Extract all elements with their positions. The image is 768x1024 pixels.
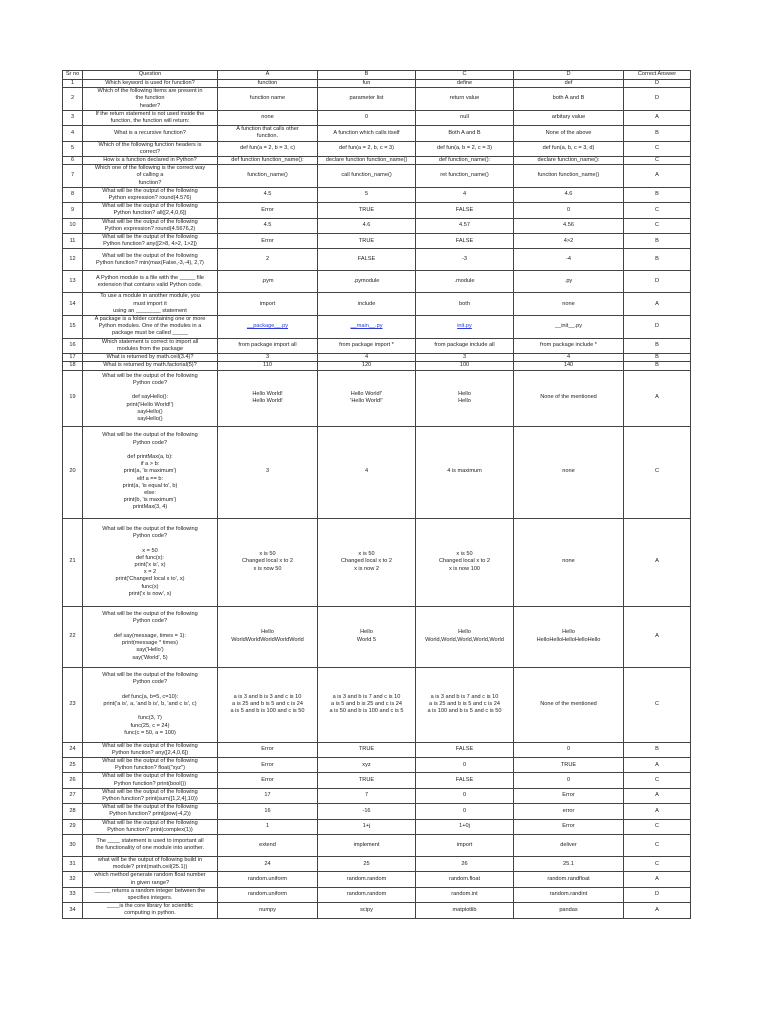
option-a-cell: function	[218, 80, 318, 88]
sr-no-cell: 25	[63, 757, 83, 772]
table-row	[63, 742, 691, 757]
correct-answer-cell: D	[624, 80, 691, 88]
option-b-cell: fun	[318, 80, 416, 88]
option-c-cell: FALSE	[416, 773, 514, 788]
sr-no-cell: 26	[63, 773, 83, 788]
option-c-cell: return value	[416, 88, 514, 111]
option-b-cell: -16	[318, 804, 416, 819]
option-d-cell: none	[514, 293, 624, 316]
sr-no-cell: 14	[63, 293, 83, 316]
table-row	[63, 426, 691, 518]
sr-no-cell: 1	[63, 80, 83, 88]
option-c-cell: FALSE	[416, 742, 514, 757]
sr-no-cell: 21	[63, 518, 83, 606]
option-b-cell: 7	[318, 788, 416, 803]
table-row	[63, 819, 691, 834]
option-c-cell: Both A and B	[416, 126, 514, 141]
sr-no-cell: 2	[63, 88, 83, 111]
sr-no-cell: 20	[63, 426, 83, 518]
table-row	[63, 518, 691, 606]
option-b-cell: TRUE	[318, 773, 416, 788]
option-d-cell: arbitary value	[514, 110, 624, 125]
table-row	[63, 110, 691, 125]
option-b-cell: FALSE	[318, 249, 416, 271]
table-row	[63, 249, 691, 271]
option-c-cell: import	[416, 834, 514, 856]
table-row	[63, 887, 691, 902]
table-row	[63, 88, 691, 111]
sr-no-cell: 34	[63, 903, 83, 918]
sr-no-cell: 5	[63, 141, 83, 156]
option-a-cell: Error	[218, 773, 318, 788]
question-cell: What will be the output of the following Python function? print(bool())	[83, 773, 218, 788]
option-b-cell: declare function function_name()	[318, 157, 416, 165]
correct-answer-cell: A	[624, 757, 691, 772]
option-a-cell: Error	[218, 742, 318, 757]
question-cell: A Python module is a file with the _____ file extension that contains valid Python code.	[83, 271, 218, 293]
table-row	[63, 872, 691, 887]
option-d-cell: deliver	[514, 834, 624, 856]
option-b-cell: xyz	[318, 757, 416, 772]
question-cell: what will be the output of following build in module? print(math.ceil(25.1))	[83, 856, 218, 871]
option-a-cell: 24	[218, 856, 318, 871]
question-cell: How is a function declared in Python?	[83, 157, 218, 165]
option-b-cell: 25	[318, 856, 416, 871]
option-b-cell: call function_name()	[318, 165, 416, 188]
option-a-cell: Hello World! Hello World!	[218, 370, 318, 426]
option-c-cell: a is 3 and b is 7 and c is 10 a is 25 and b is 5 and c is 24 a is 100 and b is 5 and c is 50	[416, 667, 514, 742]
option-b-cell: TRUE	[318, 234, 416, 249]
option-c-cell: random.float	[416, 872, 514, 887]
correct-answer-cell: D	[624, 316, 691, 339]
option-d-cell: 0	[514, 203, 624, 218]
option-d-cell: None of the mentioned	[514, 370, 624, 426]
option-a-cell: extend	[218, 834, 318, 856]
option-b-link[interactable]: __main__.py	[318, 316, 416, 339]
question-cell: What will be the output of the following Python function? print(pow(-4,2))	[83, 804, 218, 819]
option-a-cell: 17	[218, 788, 318, 803]
table-row	[63, 757, 691, 772]
option-b-cell: .pymodule	[318, 271, 416, 293]
sr-no-cell: 24	[63, 742, 83, 757]
sr-no-cell: 7	[63, 165, 83, 188]
correct-answer-cell: C	[624, 426, 691, 518]
sr-no-cell: 4	[63, 126, 83, 141]
option-b-cell: x is 50 Changed local x to 2 x is now 2	[318, 518, 416, 606]
option-a-cell: 4.5	[218, 187, 318, 202]
question-cell: What is returned by math.factorial(5)?	[83, 362, 218, 370]
option-c-cell: .module	[416, 271, 514, 293]
option-d-cell: .py	[514, 271, 624, 293]
correct-answer-cell: B	[624, 187, 691, 202]
correct-answer-cell: A	[624, 606, 691, 667]
header-row	[63, 71, 691, 80]
option-c-cell: 0	[416, 757, 514, 772]
correct-answer-cell: D	[624, 887, 691, 902]
header-option-d: D	[514, 71, 624, 80]
option-b-cell: Hello World 5	[318, 606, 416, 667]
table-row	[63, 354, 691, 362]
question-cell: which method generate random float number in given range?	[83, 872, 218, 887]
option-c-link[interactable]: init.py	[416, 316, 514, 339]
option-c-cell: 4	[416, 187, 514, 202]
option-b-cell: A function which calls itself	[318, 126, 416, 141]
option-a-cell: Hello WorldWorldWorldWorldWorld	[218, 606, 318, 667]
option-a-cell: function name	[218, 88, 318, 111]
sr-no-cell: 12	[63, 249, 83, 271]
option-d-cell: none	[514, 518, 624, 606]
option-c-cell: ret function_name()	[416, 165, 514, 188]
option-d-cell: -4	[514, 249, 624, 271]
header-option-a: A	[218, 71, 318, 80]
option-d-cell: error	[514, 804, 624, 819]
option-d-cell: random.randint	[514, 887, 624, 902]
option-d-cell: Error	[514, 788, 624, 803]
table-row	[63, 362, 691, 370]
option-d-cell: __init__.py	[514, 316, 624, 339]
question-cell: The ____ statement is used to important all the functionality of one module into another.	[83, 834, 218, 856]
question-cell: What will be the output of the following Python code? def func(a, b=5, c=10): print('a is', a, 'and b is', b, 'and c is', c) func(3, 7) func(25, c = 24) func(c = 50, a = 100)	[83, 667, 218, 742]
option-a-cell: x is 50 Changed local x to 2 x is now 50	[218, 518, 318, 606]
option-d-cell: 4>2	[514, 234, 624, 249]
sr-no-cell: 16	[63, 338, 83, 353]
header-option-b: B	[318, 71, 416, 80]
option-b-cell: from package import *	[318, 338, 416, 353]
option-a-cell: from package import all	[218, 338, 318, 353]
option-d-cell: Hello HelloHelloHelloHelloHello	[514, 606, 624, 667]
option-a-cell: none	[218, 110, 318, 125]
table-row	[63, 370, 691, 426]
header-option-c: C	[416, 71, 514, 80]
correct-answer-cell: B	[624, 126, 691, 141]
question-cell: What will be the output of the following Python expression? round(4.576)	[83, 187, 218, 202]
table-body	[63, 80, 691, 919]
option-d-cell: none	[514, 426, 624, 518]
option-d-cell: None of the above	[514, 126, 624, 141]
option-b-cell: scipy	[318, 903, 416, 918]
correct-answer-cell: C	[624, 819, 691, 834]
question-cell: What will be the output of the following Python function? any([2,4,0,6])	[83, 742, 218, 757]
correct-answer-cell: A	[624, 872, 691, 887]
question-cell: Which keyword is used for function?	[83, 80, 218, 88]
option-b-cell: parameter list	[318, 88, 416, 111]
correct-answer-cell: A	[624, 110, 691, 125]
table-row	[63, 218, 691, 233]
option-b-cell: 4	[318, 426, 416, 518]
option-d-cell: 0	[514, 742, 624, 757]
table-row	[63, 80, 691, 88]
option-c-cell: 4 is maximum	[416, 426, 514, 518]
sr-no-cell: 11	[63, 234, 83, 249]
question-cell: What is returned by math.ceil(3.4)?	[83, 354, 218, 362]
correct-answer-cell: D	[624, 271, 691, 293]
option-a-cell: random.uniform	[218, 887, 318, 902]
correct-answer-cell: A	[624, 903, 691, 918]
sr-no-cell: 33	[63, 887, 83, 902]
option-c-cell: 100	[416, 362, 514, 370]
correct-answer-cell: C	[624, 218, 691, 233]
option-a-cell: 110	[218, 362, 318, 370]
option-d-cell: def fun(a, b, c = 3, d)	[514, 141, 624, 156]
option-b-cell: include	[318, 293, 416, 316]
option-a-cell: Error	[218, 203, 318, 218]
option-d-cell: 25.1	[514, 856, 624, 871]
option-c-cell: random.int	[416, 887, 514, 902]
question-cell: What will be the output of the following Python code? def sayHello(): print('Hello World!') sayHello() sayHello()	[83, 370, 218, 426]
table-row	[63, 856, 691, 871]
option-a-cell: numpy	[218, 903, 318, 918]
correct-answer-cell: A	[624, 293, 691, 316]
option-a-cell: 3	[218, 354, 318, 362]
correct-answer-cell: B	[624, 742, 691, 757]
sr-no-cell: 19	[63, 370, 83, 426]
table-row	[63, 165, 691, 188]
correct-answer-cell: C	[624, 157, 691, 165]
correct-answer-cell: B	[624, 338, 691, 353]
question-cell: Which of the following function headers is correct?	[83, 141, 218, 156]
option-c-cell: Hello World,World,World,World,World	[416, 606, 514, 667]
option-b-cell: 5	[318, 187, 416, 202]
option-c-cell: FALSE	[416, 203, 514, 218]
table-row	[63, 126, 691, 141]
question-cell: What will be the output of the following Python function? all([2,4,0,6])	[83, 203, 218, 218]
option-d-cell: random.randfloat	[514, 872, 624, 887]
option-c-cell: x is 50 Changed local x to 2 x is now 100	[416, 518, 514, 606]
option-a-cell: A function that calls other function.	[218, 126, 318, 141]
option-a-cell: def fun(a = 2, b = 3, c)	[218, 141, 318, 156]
option-c-cell: 3	[416, 354, 514, 362]
sr-no-cell: 18	[63, 362, 83, 370]
option-b-cell: 120	[318, 362, 416, 370]
table-row	[63, 804, 691, 819]
correct-answer-cell: B	[624, 234, 691, 249]
question-cell: A package is a folder containing one or more Python modules. One of the modules in a package must be called _____	[83, 316, 218, 339]
correct-answer-cell: A	[624, 518, 691, 606]
option-c-cell: null	[416, 110, 514, 125]
quiz-table	[62, 70, 691, 919]
option-d-cell: 4	[514, 354, 624, 362]
option-b-cell: a is 3 and b is 7 and c is 10 a is 5 and b is 25 and c is 24 a is 50 and b is 100 and c is 5	[318, 667, 416, 742]
option-c-cell: 0	[416, 804, 514, 819]
option-c-cell: def function_name():	[416, 157, 514, 165]
sr-no-cell: 31	[63, 856, 83, 871]
question-cell: What will be the output of the following Python function? print(sum([1,2,4],10))	[83, 788, 218, 803]
option-d-cell: 4.6	[514, 187, 624, 202]
option-c-cell: Hello Hello	[416, 370, 514, 426]
option-a-cell: function_name()	[218, 165, 318, 188]
question-cell: ____is the core library for scientific computing in python.	[83, 903, 218, 918]
table-row	[63, 606, 691, 667]
option-b-cell: 1+j	[318, 819, 416, 834]
sr-no-cell: 30	[63, 834, 83, 856]
question-cell: What will be the output of the following Python code? def printMax(a, b): if a > b: print(a, 'is maximum') elif a == b: print(a, 'is equal to', b) else: print(b, 'is maximum') printMax(3, 4)	[83, 426, 218, 518]
option-d-cell: from package include *	[514, 338, 624, 353]
table-row	[63, 141, 691, 156]
sr-no-cell: 6	[63, 157, 83, 165]
correct-answer-cell: A	[624, 370, 691, 426]
option-b-cell: 0	[318, 110, 416, 125]
option-b-cell: 4.6	[318, 218, 416, 233]
question-cell: Which statement is correct to import all modules from the package	[83, 338, 218, 353]
sr-no-cell: 29	[63, 819, 83, 834]
option-d-cell: None of the mentioned	[514, 667, 624, 742]
option-d-cell: Error	[514, 819, 624, 834]
header-question: Question	[83, 71, 218, 80]
option-d-cell: TRUE	[514, 757, 624, 772]
option-c-cell: define	[416, 80, 514, 88]
option-a-cell: a is 3 and b is 3 and c is 10 a is 25 and b is 5 and c is 24 a is 5 and b is 100 and c is 50	[218, 667, 318, 742]
question-cell: If the return statement is not used inside the function, the function will return:	[83, 110, 218, 125]
option-c-cell: 1+0j	[416, 819, 514, 834]
option-d-cell: pandas	[514, 903, 624, 918]
header-correct-answer: Correct Answer	[624, 71, 691, 80]
table-row	[63, 234, 691, 249]
option-a-cell: Error	[218, 234, 318, 249]
question-cell: What will be the output of the following Python function? any([2>8, 4>2, 1>2])	[83, 234, 218, 249]
option-b-cell: Hello World!' 'Hello World!'	[318, 370, 416, 426]
table-row	[63, 157, 691, 165]
sr-no-cell: 17	[63, 354, 83, 362]
option-a-cell: 16	[218, 804, 318, 819]
correct-answer-cell: B	[624, 354, 691, 362]
question-cell: Which one of the following is the correct way of calling a function?	[83, 165, 218, 188]
sr-no-cell: 23	[63, 667, 83, 742]
table-row	[63, 788, 691, 803]
option-a-cell: 4.5	[218, 218, 318, 233]
table-row	[63, 338, 691, 353]
option-a-cell: import	[218, 293, 318, 316]
sr-no-cell: 27	[63, 788, 83, 803]
correct-answer-cell: C	[624, 203, 691, 218]
option-b-cell: implement	[318, 834, 416, 856]
question-cell: What will be the output of the following Python function? print(complex(1))	[83, 819, 218, 834]
header-sr-no: Sr no	[63, 71, 83, 80]
option-d-cell: 0	[514, 773, 624, 788]
question-cell: What is a recursive function?	[83, 126, 218, 141]
correct-answer-cell: B	[624, 362, 691, 370]
option-c-cell: 0	[416, 788, 514, 803]
option-c-cell: matplotlib	[416, 903, 514, 918]
correct-answer-cell: A	[624, 804, 691, 819]
correct-answer-cell: C	[624, 667, 691, 742]
question-cell: What will be the output of the following Python expression? round(4.5676,2)	[83, 218, 218, 233]
option-c-cell: 4.57	[416, 218, 514, 233]
option-c-cell: from package include all	[416, 338, 514, 353]
table-row	[63, 293, 691, 316]
sr-no-cell: 15	[63, 316, 83, 339]
sr-no-cell: 13	[63, 271, 83, 293]
option-c-cell: def fun(a, b = 2, c = 3)	[416, 141, 514, 156]
table-row	[63, 203, 691, 218]
question-cell: What will be the output of the following Python function? float("xyz")	[83, 757, 218, 772]
option-a-cell: 1	[218, 819, 318, 834]
option-c-cell: -3	[416, 249, 514, 271]
option-c-cell: 26	[416, 856, 514, 871]
option-a-cell: def function function_name():	[218, 157, 318, 165]
question-cell: What will be the output of the following Python function? min(max(False,-3,-4), 2,7)	[83, 249, 218, 271]
option-d-cell: 140	[514, 362, 624, 370]
option-d-cell: 4.56	[514, 218, 624, 233]
correct-answer-cell: A	[624, 165, 691, 188]
sr-no-cell: 32	[63, 872, 83, 887]
sr-no-cell: 8	[63, 187, 83, 202]
sr-no-cell: 28	[63, 804, 83, 819]
option-c-cell: FALSE	[416, 234, 514, 249]
sr-no-cell: 22	[63, 606, 83, 667]
table-row	[63, 667, 691, 742]
option-b-cell: TRUE	[318, 742, 416, 757]
option-b-cell: random.random	[318, 872, 416, 887]
table-row	[63, 316, 691, 339]
table-row	[63, 773, 691, 788]
option-a-cell: 2	[218, 249, 318, 271]
table-row	[63, 834, 691, 856]
sr-no-cell: 10	[63, 218, 83, 233]
question-cell: What will be the output of the following Python code? x = 50 def func(x): print('x is', x) x = 2 print('Changed local x to', x) func(x) print('x is now', x)	[83, 518, 218, 606]
option-d-cell: declare function_name():	[514, 157, 624, 165]
option-d-cell: function function_name()	[514, 165, 624, 188]
question-cell: To use a module in another module, you must import it using an ________ statement	[83, 293, 218, 316]
option-a-cell: random.uniform	[218, 872, 318, 887]
correct-answer-cell: C	[624, 141, 691, 156]
option-b-cell: TRUE	[318, 203, 416, 218]
option-a-cell: Error	[218, 757, 318, 772]
question-cell: _____ returns a random integer between the specifies integers.	[83, 887, 218, 902]
option-d-cell: def	[514, 80, 624, 88]
question-cell: What will be the output of the following Python code? def say(message, times = 1): print(message * times) say('Hello') say('World', 5)	[83, 606, 218, 667]
correct-answer-cell: C	[624, 856, 691, 871]
option-a-cell: 3	[218, 426, 318, 518]
sr-no-cell: 9	[63, 203, 83, 218]
table-row	[63, 271, 691, 293]
question-cell: Which of the following items are present in the function header?	[83, 88, 218, 111]
table-row	[63, 187, 691, 202]
correct-answer-cell: C	[624, 773, 691, 788]
option-b-cell: random.random	[318, 887, 416, 902]
correct-answer-cell: A	[624, 788, 691, 803]
option-b-cell: def fun(a = 2, b, c = 3)	[318, 141, 416, 156]
option-d-cell: both A and B	[514, 88, 624, 111]
correct-answer-cell: C	[624, 834, 691, 856]
sr-no-cell: 3	[63, 110, 83, 125]
option-a-link[interactable]: __package__.py	[218, 316, 318, 339]
correct-answer-cell: B	[624, 249, 691, 271]
table-row	[63, 903, 691, 918]
option-c-cell: both	[416, 293, 514, 316]
correct-answer-cell: D	[624, 88, 691, 111]
option-a-cell: .pym	[218, 271, 318, 293]
option-b-cell: 4	[318, 354, 416, 362]
